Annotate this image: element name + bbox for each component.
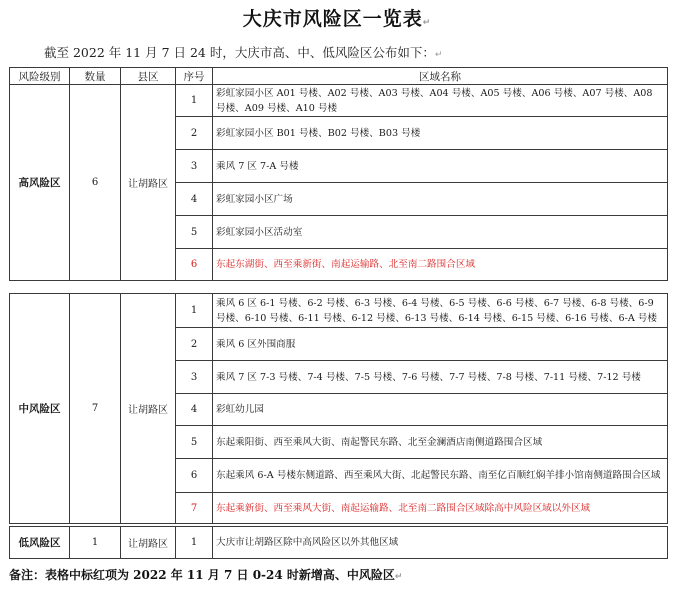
seq-cell: 6 (176, 249, 213, 281)
high-level-cell: 高风险区 (10, 85, 70, 281)
intro-text-content: 截至 2022 年 11 月 7 日 24 时，大庆市高、中、低风险区公布如下： (44, 45, 435, 60)
footnote (9, 566, 402, 583)
intro-text (44, 43, 442, 61)
medium-risk-table (9, 293, 668, 524)
header-area: 区域名称 (213, 68, 668, 85)
medium-county-cell: 让胡路区 (121, 294, 176, 524)
paragraph-mark-icon: ↵ (422, 18, 432, 28)
area-cell: 彩虹家园小区 B01 号楼、B02 号楼、B03 号楼 (213, 117, 668, 150)
seq-cell: 2 (176, 328, 213, 361)
area-cell: 乘风 7 区 7-A 号楼 (213, 150, 668, 183)
high-count-cell: 6 (70, 85, 121, 281)
seq-cell: 1 (176, 85, 213, 117)
page-title (0, 4, 674, 31)
area-cell: 乘风 7 区 7-3 号楼、7-4 号楼、7-5 号楼、7-6 号楼、7-7 号楼、7-8 号楼、7-11 号楼、7-12 号楼 (213, 361, 668, 394)
area-cell: 乘风 6 区外围商服 (213, 328, 668, 361)
seq-cell: 6 (176, 459, 213, 493)
medium-level-cell: 中风险区 (10, 294, 70, 524)
seq-cell: 2 (176, 117, 213, 150)
page-title-text: 大庆市风险区一览表 (242, 8, 423, 30)
seq-cell: 1 (176, 294, 213, 328)
table-row (10, 85, 668, 117)
area-cell: 东起乘阳街、西至乘风大街、南起警民东路、北至金澜酒店南侧道路围合区域 (213, 426, 668, 459)
seq-cell: 4 (176, 183, 213, 216)
seq-cell: 5 (176, 216, 213, 249)
high-risk-table (9, 67, 668, 281)
header-seq: 序号 (176, 68, 213, 85)
table-header-row (10, 68, 668, 85)
area-cell: 彩虹家园小区广场 (213, 183, 668, 216)
table-row (10, 527, 668, 559)
low-risk-table (9, 526, 668, 559)
table-row (10, 294, 668, 328)
low-county-cell: 让胡路区 (121, 527, 176, 559)
seq-cell: 3 (176, 150, 213, 183)
high-county-cell: 让胡路区 (121, 85, 176, 281)
area-cell: 东起东湖街、西至乘新街、南起运输路、北至南二路围合区域 (213, 249, 668, 281)
header-level: 风险级别 (10, 68, 70, 85)
paragraph-mark-icon: ↵ (434, 50, 443, 60)
low-level-cell: 低风险区 (10, 527, 70, 559)
area-cell: 大庆市让胡路区除中高风险区以外其他区域 (213, 527, 668, 559)
area-cell: 彩虹家园小区 A01 号楼、A02 号楼、A03 号楼、A04 号楼、A05 号楼、A06 号楼、A07 号楼、A08 号楼、A09 号楼、A10 号楼 (213, 85, 668, 117)
area-cell: 乘风 6 区 6-1 号楼、6-2 号楼、6-3 号楼、6-4 号楼、6-5 号楼、6-6 号楼、6-7 号楼、6-8 号楼、6-9 号楼、6-10 号楼、6-11 号楼、6-12 号楼、6-13 号楼、6-14 号楼、6-15 号楼、6-16 号楼、6-A 号楼 (213, 294, 668, 328)
area-cell: 彩虹家园小区活动室 (213, 216, 668, 249)
seq-cell: 4 (176, 394, 213, 426)
seq-cell: 7 (176, 493, 213, 524)
seq-cell: 1 (176, 527, 213, 559)
low-count-cell: 1 (70, 527, 121, 559)
seq-cell: 3 (176, 361, 213, 394)
header-count: 数量 (70, 68, 121, 85)
medium-count-cell: 7 (70, 294, 121, 524)
header-county: 县区 (121, 68, 176, 85)
paragraph-mark-icon: ↵ (394, 572, 403, 582)
seq-cell: 5 (176, 426, 213, 459)
footnote-text: 备注：表格中标红项为 2022 年 11 月 7 日 0-24 时新增高、中风险区 (9, 568, 395, 582)
area-cell: 东起乘风 6-A 号楼东侧道路、西至乘风大街、北起警民东路、南至亿百顺红焖羊排小馆南侧道路围合区域 (213, 459, 668, 493)
area-cell: 东起乘新街、西至乘风大街、南起运输路、北至南二路围合区域除高中风险区域以外区域 (213, 493, 668, 524)
area-cell: 彩虹幼儿园 (213, 394, 668, 426)
